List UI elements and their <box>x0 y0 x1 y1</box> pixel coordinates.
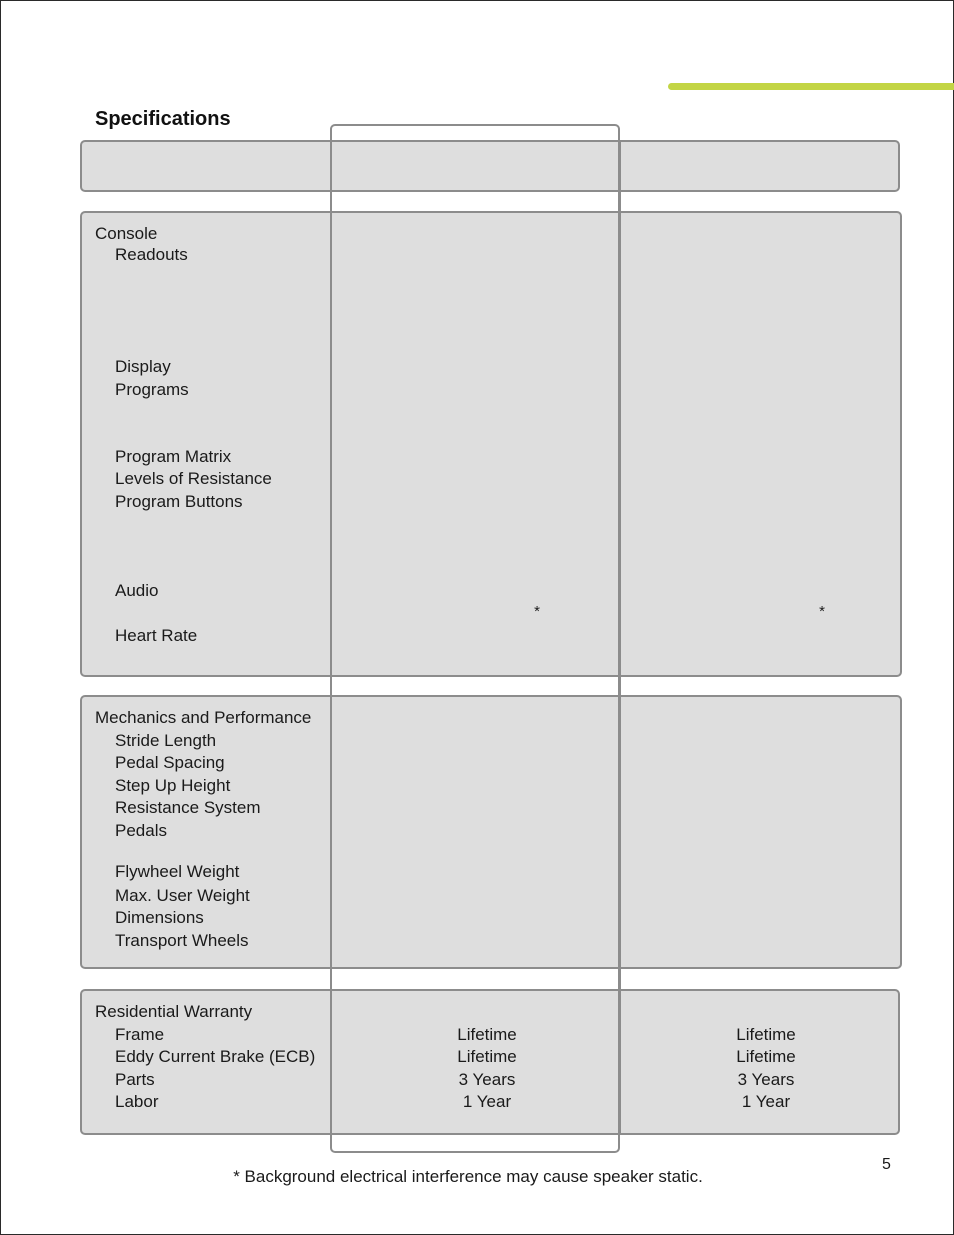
audio-note-col1: * <box>534 603 540 620</box>
row-label-audio: Audio <box>115 581 159 600</box>
header-panel <box>80 140 900 192</box>
warranty-col1-frame: Lifetime <box>457 1025 517 1044</box>
page-title: Specifications <box>95 108 231 130</box>
footnote: * Background electrical interference may cause speaker static. <box>233 1167 703 1186</box>
column-divider <box>619 140 621 1135</box>
accent-bar <box>668 83 954 90</box>
page-number: 5 <box>882 1156 891 1173</box>
row-label-display: Display <box>115 357 171 376</box>
row-label-flywheel-weight: Flywheel Weight <box>115 862 240 881</box>
row-label-step-up-height: Step Up Height <box>115 776 231 795</box>
warranty-col2-frame: Lifetime <box>736 1025 796 1044</box>
row-label-transport-wheels: Transport Wheels <box>115 931 249 950</box>
row-label-max-user-weight: Max. User Weight <box>115 886 250 905</box>
row-label-heart-rate: Heart Rate <box>115 626 198 645</box>
row-label-pedal-spacing: Pedal Spacing <box>115 753 225 772</box>
warranty-col2-ecb: Lifetime <box>736 1047 796 1066</box>
row-label-ecb: Eddy Current Brake (ECB) <box>115 1047 316 1066</box>
mechanics-heading: Mechanics and Performance <box>95 708 312 727</box>
console-panel <box>80 211 902 677</box>
row-label-programs: Programs <box>115 380 189 399</box>
row-label-levels-of-resistance: Levels of Resistance <box>115 469 272 488</box>
row-label-program-matrix: Program Matrix <box>115 447 232 466</box>
row-label-resistance-system: Resistance System <box>115 798 261 817</box>
warranty-col2-labor: 1 Year <box>741 1092 791 1111</box>
audio-note-col2: * <box>819 603 825 620</box>
row-label-dimensions: Dimensions <box>115 908 204 927</box>
row-label-stride-length: Stride Length <box>115 731 217 750</box>
row-label-program-buttons: Program Buttons <box>115 492 243 511</box>
warranty-col2-parts: 3 Years <box>737 1070 795 1089</box>
warranty-heading: Residential Warranty <box>95 1002 253 1021</box>
warranty-col1-parts: 3 Years <box>458 1070 516 1089</box>
row-label-labor: Labor <box>115 1092 159 1111</box>
console-heading: Console <box>95 224 158 243</box>
warranty-col1-ecb: Lifetime <box>457 1047 517 1066</box>
row-label-pedals: Pedals <box>115 821 167 840</box>
row-label-readouts: Readouts <box>115 245 188 264</box>
warranty-col1-labor: 1 Year <box>462 1092 512 1111</box>
row-label-frame: Frame <box>115 1025 165 1044</box>
row-label-parts: Parts <box>115 1070 155 1089</box>
